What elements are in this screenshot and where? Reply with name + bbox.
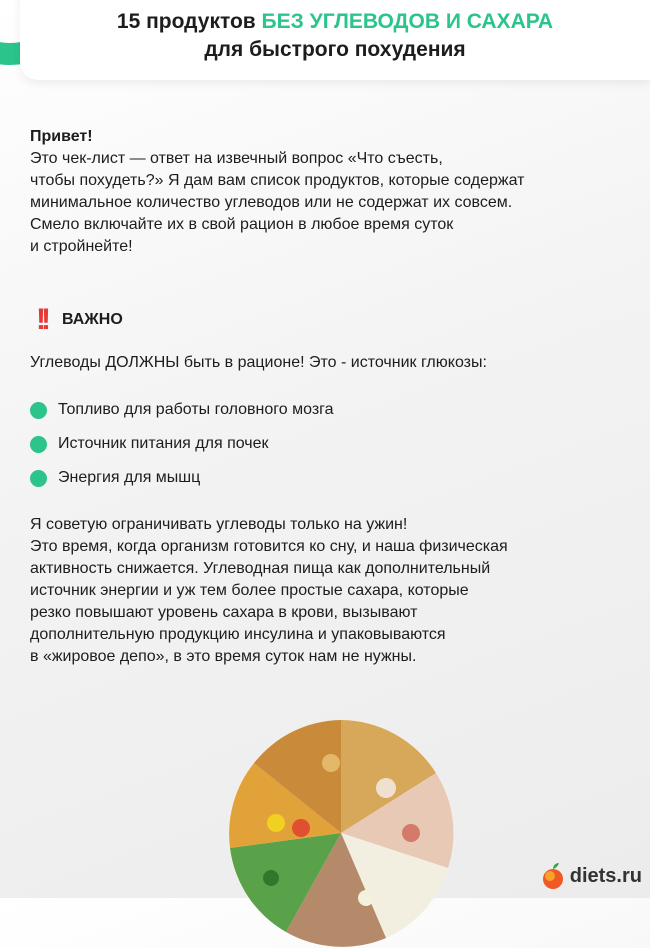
list-item	[30, 427, 334, 461]
apple-food-icon	[292, 819, 310, 837]
apple-icon	[540, 862, 566, 890]
list-item	[30, 461, 334, 495]
bullet-dot-icon	[30, 436, 47, 453]
advice-line: дополнительную продукцию инсулина и упаковываются	[30, 626, 446, 643]
intro-line: Это чек-лист — ответ на извечный вопрос «Что съесть,	[30, 150, 443, 167]
bread-icon	[322, 754, 340, 772]
intro-paragraph	[30, 126, 630, 258]
list-item-label: Топливо для работы головного мозга	[58, 401, 334, 418]
egg-icon	[376, 778, 396, 798]
watermark-text: diets.ru	[569, 864, 642, 887]
intro-line: Смело включайте их в свой рацион в любое время суток	[30, 216, 454, 233]
bullet-dot-icon	[30, 470, 47, 487]
important-heading	[36, 303, 123, 337]
intro-line: чтобы похудеть?» Я дам вам список продуктов, которые содержат	[30, 172, 525, 189]
meat-icon	[402, 824, 420, 842]
food-plate-illustration	[226, 718, 456, 948]
bullet-dot-icon	[30, 402, 47, 419]
watermark	[540, 862, 642, 890]
intro-greeting: Привет!	[30, 128, 93, 145]
advice-line: Это время, когда организм готовится ко сну, и наша физическая	[30, 538, 508, 555]
list-item-label: Источник питания для почек	[58, 435, 269, 452]
page-title	[20, 8, 650, 64]
intro-line: и стройнейте!	[30, 238, 133, 255]
advice-line: резко повышают уровень сахара в крови, вызывают	[30, 604, 418, 621]
title-part1: 15 продуктов	[116, 10, 262, 33]
intro-line: минимальное количество углеводов или не содержат их совсем.	[30, 194, 513, 211]
benefits-list	[30, 393, 334, 495]
advice-line: Я советую ограничивать углеводы только на ужин!	[30, 516, 408, 533]
advice-line: источник энергии и уж тем более простые сахара, которые	[30, 582, 469, 599]
list-item	[30, 393, 334, 427]
broccoli-icon	[263, 870, 279, 886]
important-label: ВАЖНО	[61, 311, 123, 328]
carbs-statement: Углеводы ДОЛЖНЫ быть в рационе! Это - источник глюкозы:	[30, 354, 487, 371]
cheese-icon	[358, 890, 374, 906]
advice-paragraph	[30, 514, 630, 668]
title-line2: для быстрого похудения	[204, 38, 466, 61]
title-highlight: БЕЗ УГЛЕВОДОВ И САХАРА	[261, 10, 554, 33]
double-exclamation-icon: !!	[36, 303, 46, 336]
advice-line: в «жировое депо», в это время суток нам не нужны.	[30, 648, 417, 665]
banana-icon	[267, 814, 285, 832]
list-item-label: Энергия для мышц	[58, 469, 201, 486]
advice-line: активность снижается. Углеводная пища как дополнительный	[30, 560, 491, 577]
